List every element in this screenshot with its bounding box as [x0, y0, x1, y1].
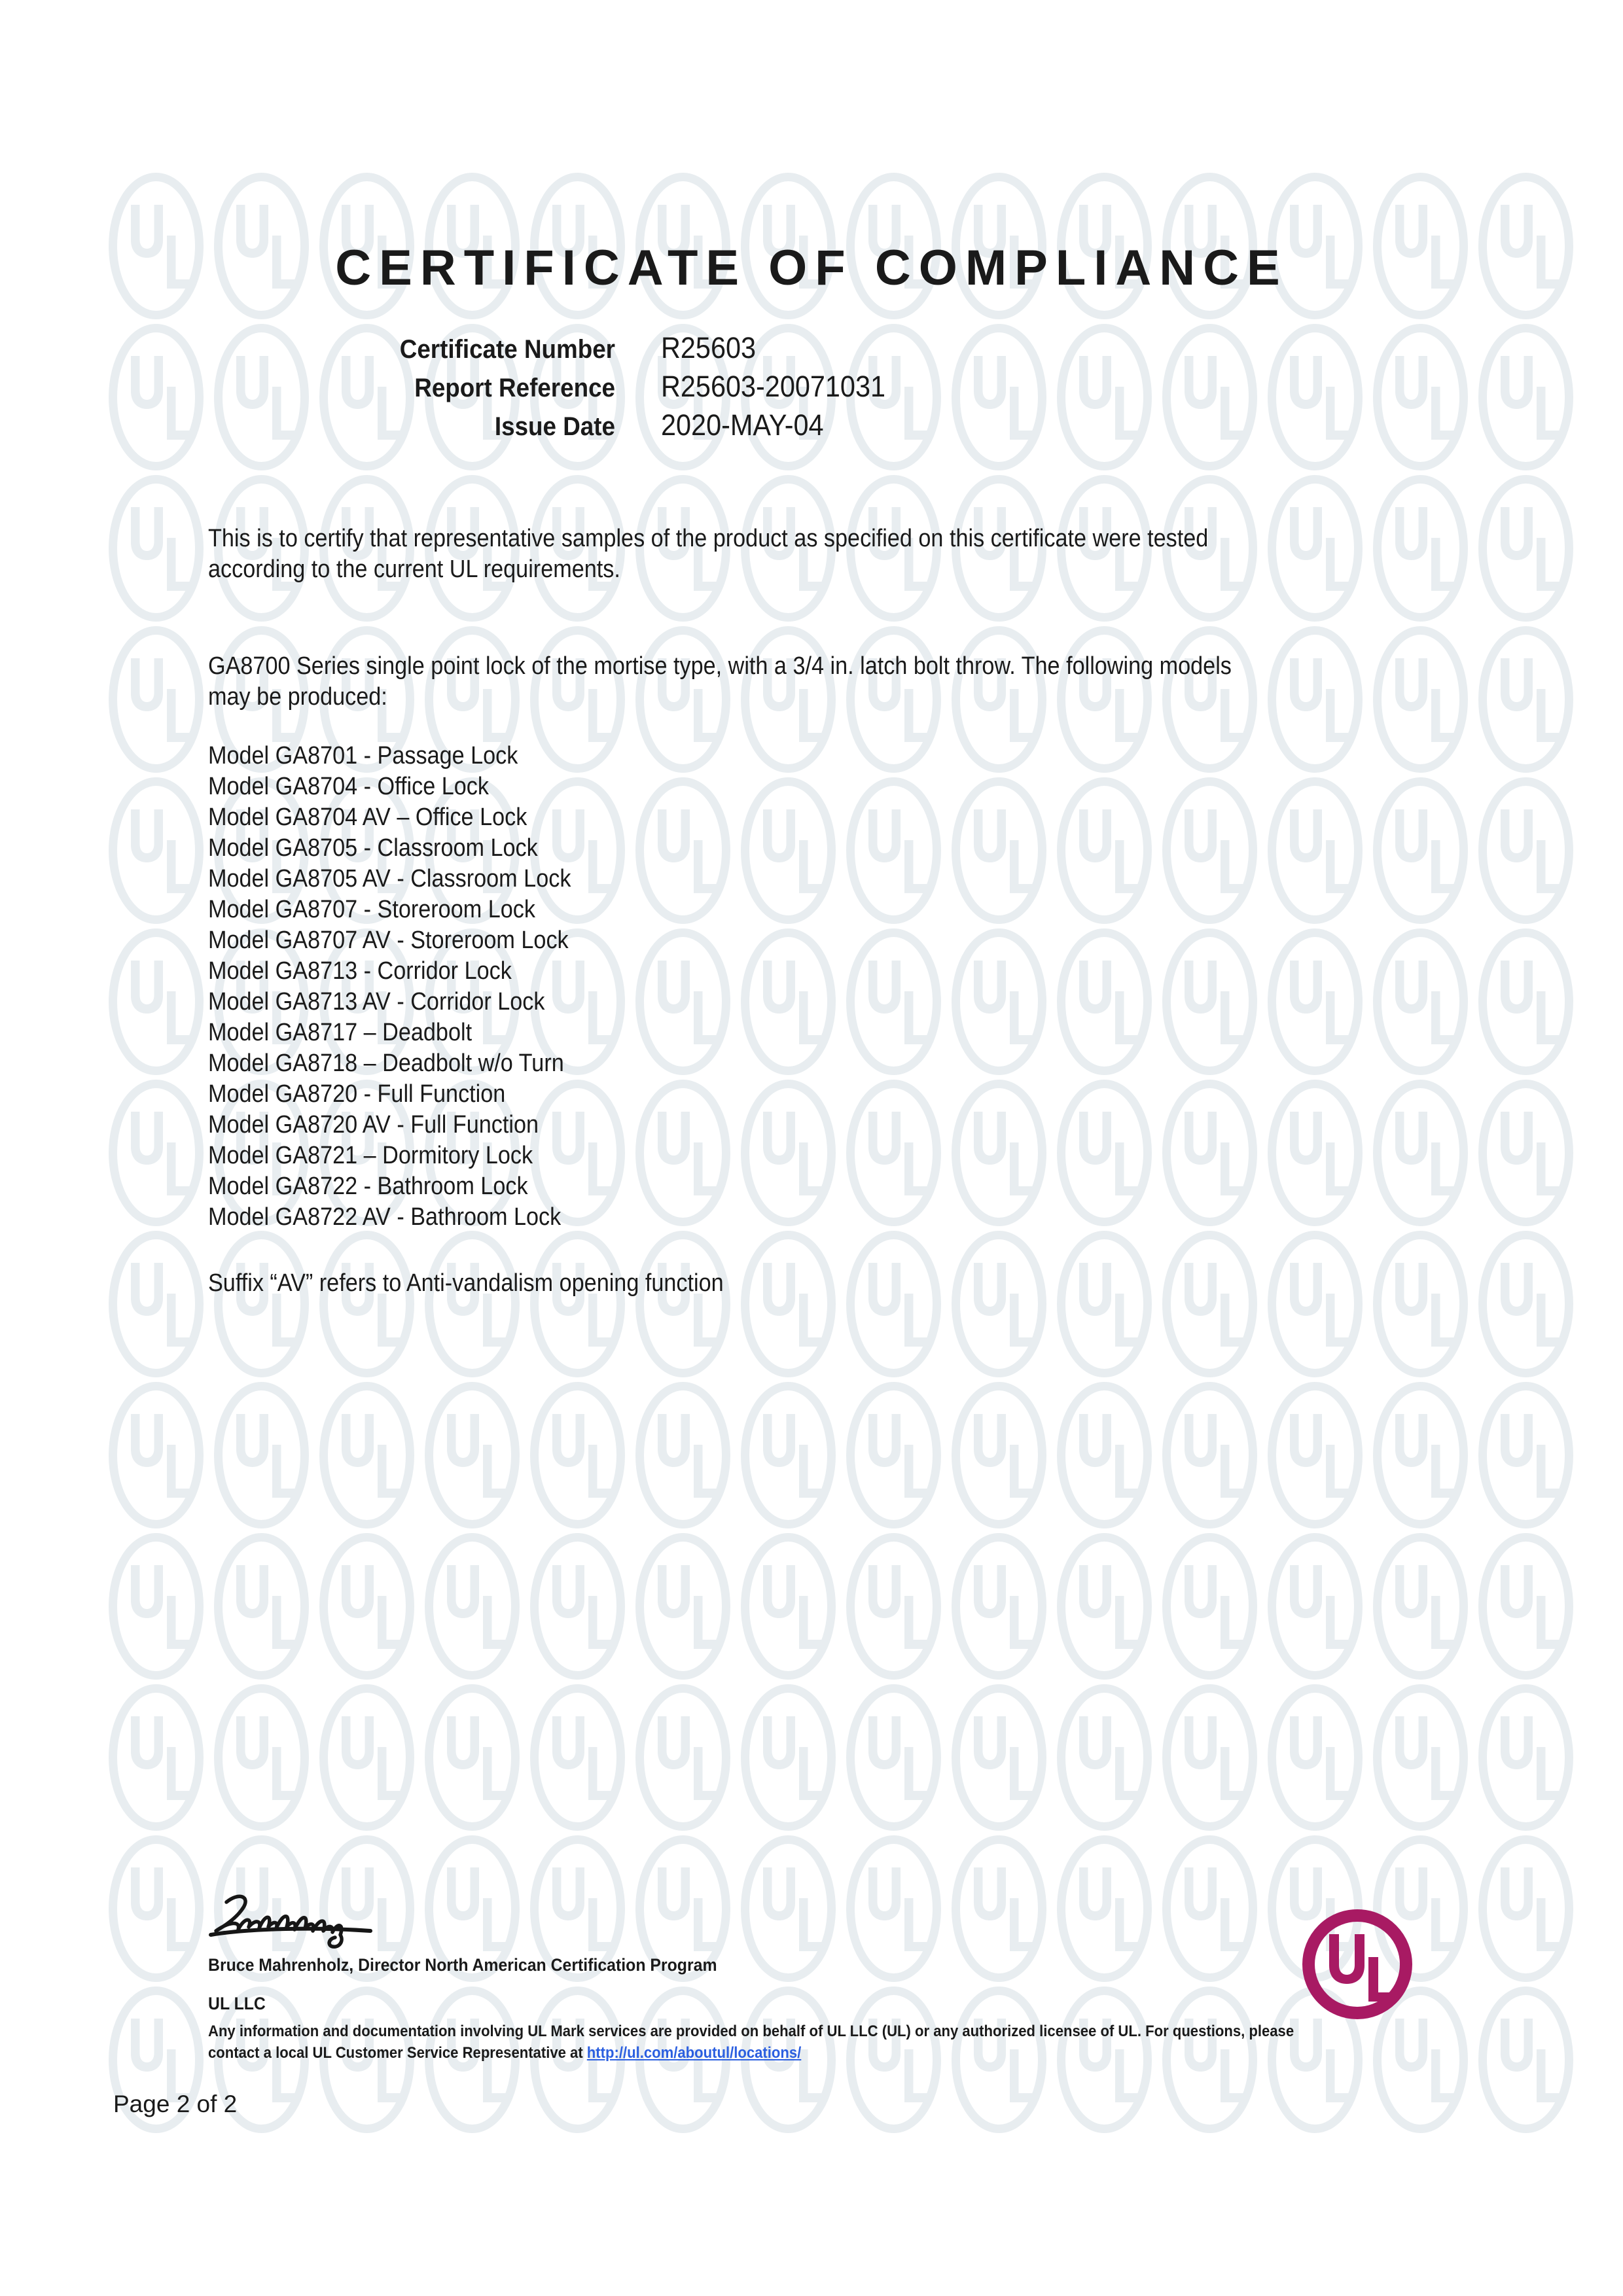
- certificate-number-row: [0, 331, 1623, 365]
- model-list-item: Model GA8721 – Dormitory Lock: [208, 1142, 533, 1169]
- model-list-item: Model GA8713 - Corridor Lock: [208, 957, 512, 985]
- model-list-item: Model GA8720 AV - Full Function: [208, 1111, 539, 1139]
- page-title: CERTIFICATE OF COMPLIANCE: [335, 240, 1288, 296]
- footer-disclaimer-line2-prefix: contact a local UL Customer Service Representative at: [208, 2044, 587, 2062]
- model-list-item: Model GA8704 AV – Office Lock: [208, 804, 527, 831]
- model-list-item: Model GA8722 AV - Bathroom Lock: [208, 1203, 562, 1231]
- report-reference-value: R25603-20071031: [661, 370, 886, 403]
- certificate-number-label: Certificate Number: [399, 335, 615, 364]
- model-list-item: Model GA8705 - Classroom Lock: [208, 834, 538, 862]
- footer-disclaimer-line1: Any information and documentation involving UL Mark services are provided on behalf of UL LLC (UL) or any authorized licensee of UL. For questions, please: [208, 2022, 1294, 2040]
- certification-statement-line: according to the current UL requirements.: [208, 556, 620, 583]
- ul-locations-link[interactable]: http://ul.com/aboutul/locations/: [586, 2044, 802, 2062]
- model-list: [208, 741, 571, 1233]
- certificate-number-value: R25603: [661, 331, 757, 364]
- model-list-item: Model GA8707 AV - Storeroom Lock: [208, 927, 569, 954]
- issue-date-label: Issue Date: [494, 412, 615, 441]
- model-list-item: Model GA8717 – Deadbolt: [208, 1019, 473, 1046]
- report-reference-label: Report Reference: [414, 374, 615, 402]
- issue-date-row: [0, 408, 1623, 442]
- model-list-item: Model GA8705 AV - Classroom Lock: [208, 865, 571, 892]
- suffix-note-line: Suffix “AV” refers to Anti-vandalism opening function: [208, 1269, 724, 1297]
- model-list-item: Model GA8718 – Deadbolt w/o Turn: [208, 1050, 564, 1077]
- signatory-name-title: Bruce Mahrenholz, Director North American Certification Program: [208, 1955, 717, 1975]
- model-list-item: Model GA8707 - Storeroom Lock: [208, 896, 535, 923]
- model-list-item: Model GA8722 - Bathroom Lock: [208, 1173, 528, 1200]
- footer-disclaimer-line2: [208, 2042, 1294, 2064]
- signatory-company: UL LLC: [208, 1994, 266, 2013]
- footer-disclaimer: [208, 2021, 1294, 2064]
- model-list-item: Model GA8720 - Full Function: [208, 1080, 506, 1108]
- product-description: [208, 651, 1232, 713]
- certification-statement-line: This is to certify that representative samples of the product as specified on this certificate were tested: [208, 525, 1209, 552]
- issue-date-value: 2020-MAY-04: [661, 408, 824, 442]
- model-list-item: Model GA8704 - Office Lock: [208, 773, 489, 800]
- ul-logo-icon: [1302, 1909, 1412, 2019]
- signature-image: [205, 1893, 408, 1952]
- model-list-item: Model GA8701 - Passage Lock: [208, 742, 518, 769]
- page-number: Page 2 of 2: [113, 2091, 238, 2117]
- product-description-line: may be produced:: [208, 683, 387, 711]
- certification-statement: [208, 523, 1208, 585]
- suffix-note: [208, 1268, 724, 1299]
- report-reference-row: [0, 370, 1623, 404]
- model-list-item: Model GA8713 AV - Corridor Lock: [208, 988, 545, 1016]
- product-description-line: GA8700 Series single point lock of the mortise type, with a 3/4 in. latch bolt throw. The following models: [208, 652, 1232, 680]
